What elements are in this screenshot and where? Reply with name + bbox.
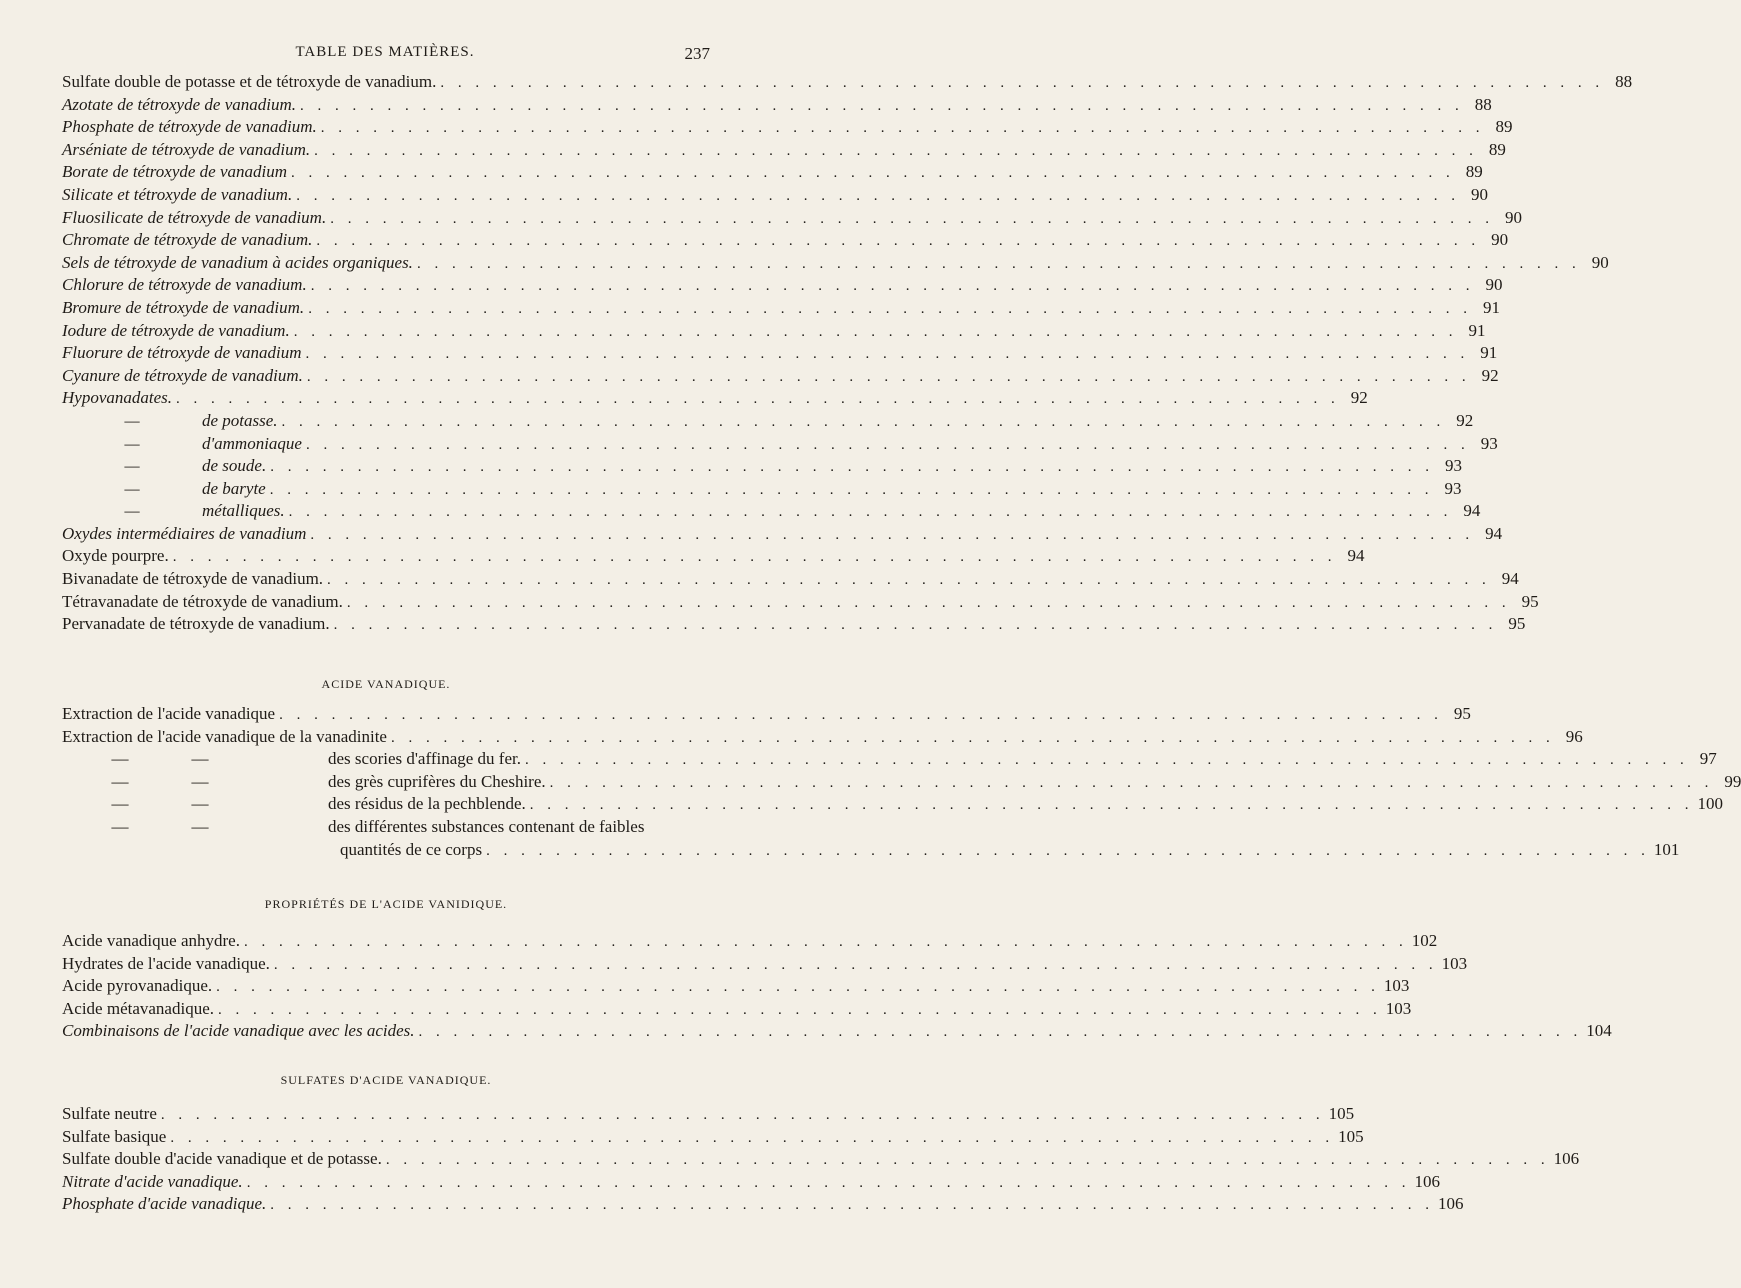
dash-mark: — [191,816,209,836]
toc-entry [62,433,1498,456]
entry-label: Chlorure de tétroxyde de vanadium. [62,275,307,295]
toc-entry [62,139,1506,162]
leader-dots: . . . . . . . . . . . . . . . . . . . . . . . . . . . . . . . . . . . . . . . . . . . . . . . . . . . . . . . . . . . . . . . . . . . [327,572,1491,589]
section-title-acide-vanadique: ACIDE VANADIQUE. [321,677,451,691]
dash-mark: — [124,410,140,430]
entry-sublabel: des grès cuprifères du Cheshire. [328,771,546,791]
leader-dots: . . . . . . . . . . . . . . . . . . . . . . . . . . . . . . . . . . . . . . . . . . . . . . . . . . . . . . . . . . . . . . . . . . . [270,1197,1435,1214]
leader-dots: . . . . . . . . . . . . . . . . . . . . . . . . . . . . . . . . . . . . . . . . . . . . . . . . . . . . . . . . . . . . . . . . . . . [288,504,1453,521]
leader-dots: . . . . . . . . . . . . . . . . . . . . . . . . . . . . . . . . . . . . . . . . . . . . . . . . . . . . . . . . . . . . . . . . . . . [296,187,1460,204]
entry-page-number: 99 [1724,771,1741,791]
toc-entry [62,545,1365,568]
entry-page-number: 95 [1453,704,1471,723]
entry-page-number: 91 [1468,320,1486,340]
toc-entry [62,387,1368,410]
toc-entry [62,1020,1612,1043]
leader-dots: . . . . . . . . . . . . . . . . . . . . . . . . . . . . . . . . . . . . . . . . . . . . . . . . . . . . . . . . . . . . . . . . . . . [486,842,1650,859]
entry-sublabel: de potasse. [202,410,278,430]
entry-page-number: 94 [1463,501,1481,521]
entry-label [62,793,526,816]
leader-dots: . . . . . . . . . . . . . . . . . . . . . . . . . . . . . . . . . . . . . . . . . . . . . . . . . . . . . . . . . . . . . . . . . . . [310,526,1475,543]
entry-page-number: 106 [1438,1194,1464,1214]
toc-block-1 [62,71,1633,636]
toc-entry [62,771,1741,794]
page-number: 237 [684,44,710,63]
toc-entry [62,975,1410,998]
entry-label [62,455,266,478]
toc-entry [62,365,1499,388]
entry-page-number: 91 [1480,343,1498,363]
entry-label: Chromate de tétroxyde de vanadium. [62,230,313,250]
entry-page-number: 90 [1504,207,1522,227]
toc-entry [62,184,1488,207]
toc-entry [62,568,1519,591]
entry-label [62,771,546,794]
entry-label [62,410,278,433]
toc-entry [62,726,1583,749]
entry-label [62,433,302,456]
toc-entry [62,455,1462,478]
entry-label: Sels de tétroxyde de vanadium à acides organiques. [62,252,413,272]
entry-sublabel: métalliques. [202,501,285,521]
dash-mark: — [111,771,129,791]
toc-entry [62,1148,1580,1171]
entry-page-number: 94 [1501,569,1519,589]
toc-entry [62,342,1498,365]
toc-entry [62,94,1492,117]
entry-label [62,816,644,839]
leader-dots: . . . . . . . . . . . . . . . . . . . . . . . . . . . . . . . . . . . . . . . . . . . . . . . . . . . . . . . . . . . . . . . . . . . [346,594,1511,611]
entry-page-number: 105 [1328,1104,1355,1123]
entry-label: Fluosilicate de tétroxyde de vanadium. [62,207,327,227]
entry-page-number: 89 [1465,162,1483,182]
entry-page-number: 90 [1491,230,1509,250]
toc-entry [62,953,1468,976]
entry-label: Oxyde pourpre. [62,546,169,566]
toc-entry [62,998,1412,1021]
entry-page-number: 93 [1444,478,1462,498]
entry-page-number: 92 [1456,410,1474,430]
toc-entry [62,252,1609,275]
dash-mark: — [124,433,140,453]
leader-dots: . . . . . . . . . . . . . . . . . . . . . . . . . . . . . . . . . . . . . . . . . . . . . . . . . . . . . . . . . . . . . . . . . . . [314,142,1478,159]
leader-dots: . . . . . . . . . . . . . . . . . . . . . . . . . . . . . . . . . . . . . . . . . . . . . . . . . . . . . . . . . . . . . . . . . . . [333,617,1498,634]
entry-page-number: 93 [1444,456,1462,476]
entry-page-number: 106 [1553,1149,1580,1169]
entry-sublabel: de baryte [202,478,266,498]
entry-label [62,500,285,523]
entry-label: Extraction de l'acide vanadique de la vanadinite [62,726,387,746]
toc-entry [62,410,1474,433]
dash-mark: — [111,816,129,836]
entry-page-number: 97 [1699,749,1717,769]
section-title-sulfates: SULFATES D'ACIDE VANADIQUE. [280,1073,492,1087]
dash-mark: — [124,501,140,521]
toc-entry [62,274,1503,297]
leader-dots: . . . . . . . . . . . . . . . . . . . . . . . . . . . . . . . . . . . . . . . . . . . . . . . . . . . . . . . . . . . . . . . . . . . [306,368,1471,385]
toc-entry [62,71,1633,94]
toc-block-acide [62,703,1741,861]
leader-dots: . . . . . . . . . . . . . . . . . . . . . . . . . . . . . . . . . . . . . . . . . . . . . . . . . . . . . . . . . . . . . . . . . . . [316,233,1481,250]
entry-label: Fluorure de tétroxyde de vanadium [62,343,302,363]
entry-page-number: 93 [1480,433,1498,453]
entry-label: Iodure de tétroxyde de vanadium. [62,320,290,340]
leader-dots: . . . . . . . . . . . . . . . . . . . . . . . . . . . . . . . . . . . . . . . . . . . . . . . . . . . . . . . . . . . . . . . . . . . [218,1001,1382,1018]
entry-page-number: 102 [1411,931,1438,950]
leader-dots: . . . . . . . . . . . . . . . . . . . . . . . . . . . . . . . . . . . . . . . . . . . . . . . . . . . . . . . . . . . . . . . . . . . [270,459,1434,476]
leader-dots: . . . . . . . . . . . . . . . . . . . . . . . . . . . . . . . . . . . . . . . . . . . . . . . . . . . . . . . . . . . . . . . . . . . [308,300,1472,317]
toc-entry [62,1103,1355,1126]
leader-dots: . . . . . . . . . . . . . . . . . . . . . . . . . . . . . . . . . . . . . . . . . . . . . . . . . . . . . . . . . . . . . . . . . . . [529,797,1694,814]
leader-dots: . . . . . . . . . . . . . . . . . . . . . . . . . . . . . . . . . . . . . . . . . . . . . . . . . . . . . . . . . . . . . . . . . . . [385,1152,1550,1169]
entry-label: Hypovanadates. [62,388,173,408]
entry-label: Pervanadate de tétroxyde de vanadium. [62,614,330,634]
entry-page-number: 90 [1591,252,1609,272]
entry-page-number: 100 [1697,794,1724,814]
entry-page-number: 103 [1383,976,1410,996]
toc-entry [62,748,1717,771]
section-title-proprietes: PROPRIÉTÉS DE L'ACIDE VANIDIQUE. [264,897,508,911]
entry-page-number: 91 [1482,297,1500,317]
leader-dots: . . . . . . . . . . . . . . . . . . . . . . . . . . . . . . . . . . . . . . . . . . . . . . . . . . . . . . . . . . . . . . . . . . . [243,934,1408,950]
entry-label: Extraction de l'acide vanadique [62,704,276,723]
toc-entry [62,591,1539,614]
entry-label: Silicate et tétroxyde de vanadium. [62,184,293,204]
entry-sublabel: des différentes substances contenant de faibles [328,816,645,836]
leader-dots: . . . . . . . . . . . . . . . . . . . . . . . . . . . . . . . . . . . . . . . . . . . . . . . . . . . . . . . . . . . . . . . . . . . [170,1129,1335,1146]
toc-entry [62,297,1500,320]
entry-page-number: 92 [1350,388,1368,408]
leader-dots: . . . . . . . . . . . . . . . . . . . . . . . . . . . . . . . . . . . . . . . . . . . . . . . . . . . . . . . . . . . . . . . . . . . [305,436,1470,453]
leader-dots: . . . . . . . . . . . . . . . . . . . . . . . . . . . . . . . . . . . . . . . . . . . . . . . . . . . . . . . . . . . . . . . . . . . [291,165,1455,182]
entry-page-number: 89 [1495,117,1513,137]
entry-label: Arséniate de tétroxyde de vanadium. [62,139,311,159]
entry-label: Sulfate double de potasse et de tétroxyde de vanadium. [62,72,437,91]
toc-entry [62,613,1526,636]
entry-page-number: 106 [1414,1171,1440,1191]
entry-page-number: 90 [1470,184,1488,204]
entry-sublabel: d'ammoniaque [202,433,302,453]
entry-page-number: 103 [1385,998,1412,1018]
leader-dots: . . . . . . . . . . . . . . . . . . . . . . . . . . . . . . . . . . . . . . . . . . . . . . . . . . . . . . . . . . . . . . . . . . . [320,120,1485,137]
leader-dots: . . . . . . . . . . . . . . . . . . . . . . . . . . . . . . . . . . . . . . . . . . . . . . . . . . . . . . . . . . . . . . . . . . . [281,413,1446,430]
dash-mark: — [124,478,140,498]
leader-dots: . . . . . . . . . . . . . . . . . . . . . . . . . . . . . . . . . . . . . . . . . . . . . . . . . . . . . . . . . . . . . . . . . . . [246,1174,1411,1191]
entry-label: Tétravanadate de tétroxyde de vanadium. [62,591,343,611]
dash-mark: — [111,794,129,814]
entry-label: Hydrates de l'acide vanadique. [62,953,270,973]
entry-label [62,478,266,501]
entry-label: Cyanure de tétroxyde de vanadium. [62,365,303,385]
leader-dots: . . . . . . . . . . . . . . . . . . . . . . . . . . . . . . . . . . . . . . . . . . . . . . . . . . . . . . . . . . . . . . . . . . . [293,323,1458,340]
dash-mark: — [191,749,209,769]
leader-dots: . . . . . . . . . . . . . . . . . . . . . . . . . . . . . . . . . . . . . . . . . . . . . . . . . . . . . . . . . . . . . . . . . . . [416,255,1581,272]
toc-entry [62,703,1471,726]
toc-entry [62,793,1724,816]
entry-page-number: 89 [1488,139,1506,159]
entry-page-number: 94 [1347,546,1365,566]
toc-entry [62,1171,1440,1194]
entry-continuation: quantités de ce corps [340,839,483,859]
entry-label: Oxydes intermédiaires de vanadium [62,523,307,543]
entry-label: Acide vanadique anhydre. [62,931,240,950]
leader-dots: . . . . . . . . . . . . . . . . . . . . . . . . . . . . . . . . . . . . . . . . . . . . . . . . . . . . . . . . . . . . . . . . . . . [418,1024,1583,1041]
entry-page-number: 96 [1565,726,1583,746]
toc-entry [62,930,1438,953]
leader-dots: . . . . . . . . . . . . . . . . . . . . . . . . . . . . . . . . . . . . . . . . . . . . . . . . . . . . . . . . . . . . . . . . . . . [525,752,1689,769]
entry-sublabel: des résidus de la pechblende. [328,794,526,814]
entry-label: Phosphate d'acide vanadique. [62,1194,267,1214]
page-header [60,44,710,66]
entry-label: Sulfate double d'acide vanadique et de potasse. [62,1149,382,1169]
entry-label: Nitrate d'acide vanadique. [62,1171,243,1191]
entry-label: Sulfate basique [62,1126,167,1146]
toc-entry [62,1193,1464,1216]
leader-dots: . . . . . . . . . . . . . . . . . . . . . . . . . . . . . . . . . . . . . . . . . . . . . . . . . . . . . . . . . . . . . . . . . . . [269,481,1434,498]
entry-page-number: 105 [1338,1126,1364,1146]
toc-entry [62,116,1513,139]
entry-label: Azotate de tétroxyde de vanadium. [62,94,296,114]
toc-entry [62,161,1483,184]
entry-label: Sulfate neutre [62,1104,157,1123]
leader-dots: . . . . . . . . . . . . . . . . . . . . . . . . . . . . . . . . . . . . . . . . . . . . . . . . . . . . . . . . . . . . . . . . . . . [176,391,1340,408]
dash-mark: — [124,456,140,476]
running-title: TABLE DES MATIÈRES. [295,44,475,60]
entry-sublabel: de soude. [202,456,267,476]
leader-dots: . . . . . . . . . . . . . . . . . . . . . . . . . . . . . . . . . . . . . . . . . . . . . . . . . . . . . . . . . . . . . . . . . . . [273,956,1438,973]
entry-label: Combinaisons de l'acide vanadique avec les acides. [62,1021,415,1041]
entry-page-number: 88 [1474,94,1492,114]
leader-dots: . . . . . . . . . . . . . . . . . . . . . . . . . . . . . . . . . . . . . . . . . . . . . . . . . . . . . . . . . . . . . . . . . . . [300,97,1464,114]
toc-block-proprietes [62,930,1612,1043]
toc-entry [62,1126,1364,1149]
entry-page-number: 101 [1653,839,1680,859]
leader-dots: . . . . . . . . . . . . . . . . . . . . . . . . . . . . . . . . . . . . . . . . . . . . . . . . . . . . . . . . . . . . . . . . . . . [172,549,1337,566]
leader-dots: . . . . . . . . . . . . . . . . . . . . . . . . . . . . . . . . . . . . . . . . . . . . . . . . . . . . . . . . . . . . . . . . . . . [310,278,1475,295]
entry-page-number: 92 [1481,365,1499,385]
toc-entry [62,500,1481,523]
toc-entry [62,320,1486,343]
leader-dots: . . . . . . . . . . . . . . . . . . . . . . . . . . . . . . . . . . . . . . . . . . . . . . . . . . . . . . . . . . . . . . . . . . . [160,1107,1325,1123]
toc-entry [62,839,1680,862]
entry-label: Phosphate de tétroxyde de vanadium. [62,117,317,137]
toc-entry [62,207,1522,230]
entry-sublabel: des scories d'affinage du fer. [328,749,521,769]
leader-dots: . . . . . . . . . . . . . . . . . . . . . . . . . . . . . . . . . . . . . . . . . . . . . . . . . . . . . . . . . . . . . . . . . . . [330,210,1494,227]
dash-mark: — [111,749,129,769]
entry-page-number: 103 [1441,953,1468,973]
entry-page-number: 90 [1485,275,1503,295]
toc-entry [62,229,1509,252]
toc-entry [62,816,710,839]
entry-label: Bromure de tétroxyde de vanadium. [62,297,305,317]
entry-label: Acide pyrovanadique. [62,976,213,996]
entry-page-number: 95 [1508,614,1526,634]
entry-page-number: 94 [1485,523,1503,543]
entry-label [62,748,521,771]
dash-mark: — [191,771,209,791]
leader-dots: . . . . . . . . . . . . . . . . . . . . . . . . . . . . . . . . . . . . . . . . . . . . . . . . . . . . . . . . . . . . . . . . . . . [549,774,1714,791]
entry-page-number: 95 [1521,591,1539,611]
leader-dots: . . . . . . . . . . . . . . . . . . . . . . . . . . . . . . . . . . . . . . . . . . . . . . . . . . . . . . . . . . . . . . . . . . . [390,729,1555,746]
entry-page-number: 88 [1615,72,1633,91]
dash-mark: — [191,794,209,814]
toc-entry [62,523,1503,546]
entry-page-number: 104 [1586,1021,1612,1041]
leader-dots: . . . . . . . . . . . . . . . . . . . . . . . . . . . . . . . . . . . . . . . . . . . . . . . . . . . . . . . . . . . . . . . . . . . [216,979,1380,996]
toc-entry [62,478,1462,501]
leader-dots: . . . . . . . . . . . . . . . . . . . . . . . . . . . . . . . . . . . . . . . . . . . . . . . . . . . . . . . . . . . . . . . . . . . [305,346,1470,363]
entry-label: Borate de tétroxyde de vanadium [62,162,288,182]
entry-label: Bivanadate de tétroxyde de vanadium. [62,569,324,589]
leader-dots: . . . . . . . . . . . . . . . . . . . . . . . . . . . . . . . . . . . . . . . . . . . . . . . . . . . . . . . . . . . . . . . . . . . [440,75,1605,91]
leader-dots: . . . . . . . . . . . . . . . . . . . . . . . . . . . . . . . . . . . . . . . . . . . . . . . . . . . . . . . . . . . . . . . . . . . [279,707,1443,723]
toc-block-sulfates [62,1103,1580,1216]
entry-label: Acide métavanadique. [62,998,214,1018]
